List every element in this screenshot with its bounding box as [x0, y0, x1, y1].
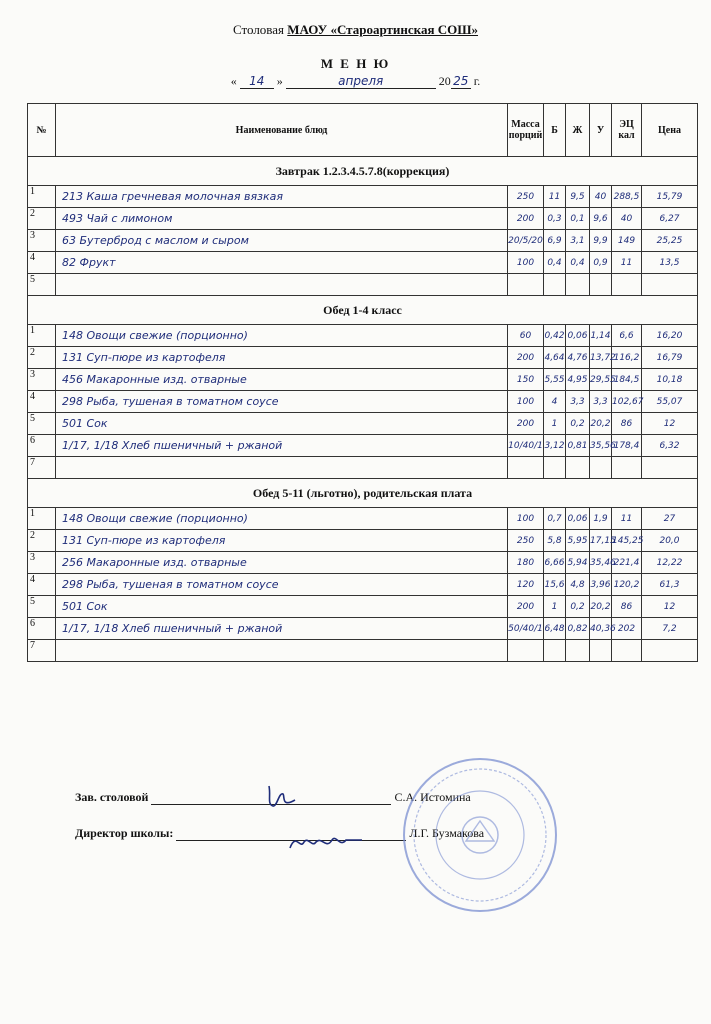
col-price: Цена [642, 104, 698, 157]
cell-u: 1,14 [590, 325, 612, 347]
cell-b: 0,3 [544, 208, 566, 230]
cell-mass: 10/40/1 [508, 435, 544, 457]
table-row [28, 413, 698, 435]
cell-mass: 100 [508, 252, 544, 274]
cell-ec: 116,2 [612, 347, 642, 369]
table-row [28, 274, 698, 296]
dish-name: 298 Рыба, тушеная в томатном соусе [56, 391, 508, 413]
dish-name: 1/17, 1/18 Хлеб пшеничный + ржаной [56, 435, 508, 457]
cell-u [590, 640, 612, 662]
canteen-manager-name: С.А. Истомина [394, 790, 471, 804]
cell-mass: 200 [508, 596, 544, 618]
canteen-header [0, 22, 711, 38]
cell-b: 15,6 [544, 574, 566, 596]
table-row [28, 435, 698, 457]
cell-ec: 178,4 [612, 435, 642, 457]
cell-u: 9,9 [590, 230, 612, 252]
cell-price: 12 [642, 413, 698, 435]
row-number: 3 [28, 369, 56, 391]
canteen-label: Зав. столовой [75, 790, 149, 804]
dish-name: 63 Бутерброд с маслом и сыром [56, 230, 508, 252]
cell-b: 0,4 [544, 252, 566, 274]
cell-price: 7,2 [642, 618, 698, 640]
cell-ec [612, 457, 642, 479]
table-row [28, 508, 698, 530]
table-row [28, 530, 698, 552]
dish-name: 456 Макаронные изд. отварные [56, 369, 508, 391]
table-row [28, 457, 698, 479]
cell-price: 15,79 [642, 186, 698, 208]
cell-zh: 3,3 [566, 391, 590, 413]
cell-zh: 0,06 [566, 325, 590, 347]
cell-u: 40 [590, 186, 612, 208]
cell-ec: 145,25 [612, 530, 642, 552]
cell-ec: 86 [612, 596, 642, 618]
table-row [28, 574, 698, 596]
dish-name [56, 274, 508, 296]
cell-b: 5,55 [544, 369, 566, 391]
cell-b: 4,64 [544, 347, 566, 369]
date-day: 14 [240, 74, 274, 89]
cell-mass: 250 [508, 186, 544, 208]
row-number: 7 [28, 640, 56, 662]
row-number: 1 [28, 186, 56, 208]
dish-name: 501 Сок [56, 596, 508, 618]
cell-zh [566, 457, 590, 479]
cell-zh: 4,76 [566, 347, 590, 369]
canteen-signature-scribble [261, 782, 301, 812]
cell-u: 13,72 [590, 347, 612, 369]
row-number: 2 [28, 208, 56, 230]
cell-price [642, 274, 698, 296]
cell-price [642, 457, 698, 479]
cell-ec [612, 640, 642, 662]
row-number: 4 [28, 574, 56, 596]
cell-price: 27 [642, 508, 698, 530]
dish-name: 1/17, 1/18 Хлеб пшеничный + ржаной [56, 618, 508, 640]
cell-mass: 200 [508, 347, 544, 369]
col-u: У [590, 104, 612, 157]
cell-zh: 9,5 [566, 186, 590, 208]
row-number: 6 [28, 618, 56, 640]
cell-b: 5,8 [544, 530, 566, 552]
row-number: 6 [28, 435, 56, 457]
cell-b [544, 640, 566, 662]
cell-price: 12 [642, 596, 698, 618]
cell-b: 6,9 [544, 230, 566, 252]
section-header-row [28, 157, 698, 186]
date-year: 25 [451, 74, 471, 89]
director-name: Л.Г. Бузмакова [409, 826, 485, 840]
cell-price: 16,79 [642, 347, 698, 369]
col-b: Б [544, 104, 566, 157]
menu-date [0, 74, 711, 89]
cell-price: 12,22 [642, 552, 698, 574]
cell-zh: 0,06 [566, 508, 590, 530]
cell-zh: 5,94 [566, 552, 590, 574]
dish-name: 213 Каша гречневая молочная вязкая [56, 186, 508, 208]
cell-ec: 11 [612, 252, 642, 274]
dish-name: 256 Макаронные изд. отварные [56, 552, 508, 574]
col-name: Наименование блюд [56, 104, 508, 157]
table-row [28, 208, 698, 230]
table-row [28, 186, 698, 208]
dish-name: 493 Чай с лимоном [56, 208, 508, 230]
cell-zh: 0,81 [566, 435, 590, 457]
cell-price: 61,3 [642, 574, 698, 596]
cell-zh: 0,82 [566, 618, 590, 640]
cell-zh: 0,2 [566, 413, 590, 435]
table-row [28, 391, 698, 413]
cell-price: 16,20 [642, 325, 698, 347]
table-row [28, 552, 698, 574]
row-number: 5 [28, 413, 56, 435]
col-mass: Масса порций [508, 104, 544, 157]
cell-ec: 288,5 [612, 186, 642, 208]
dish-name: 131 Суп-пюре из картофеля [56, 347, 508, 369]
cell-price: 55,07 [642, 391, 698, 413]
dish-name: 82 Фрукт [56, 252, 508, 274]
date-quote-open: « [230, 74, 237, 88]
cell-zh [566, 640, 590, 662]
cell-ec: 102,67 [612, 391, 642, 413]
section-title: Обед 5-11 (льготно), родительская плата [28, 479, 698, 508]
table-row [28, 596, 698, 618]
director-signature-line [176, 840, 406, 841]
table-row [28, 640, 698, 662]
table-row [28, 369, 698, 391]
cell-u: 3,3 [590, 391, 612, 413]
cell-u: 20,2 [590, 596, 612, 618]
cell-price: 25,25 [642, 230, 698, 252]
director-signature-scribble [286, 828, 366, 858]
cell-ec: 40 [612, 208, 642, 230]
row-number: 4 [28, 252, 56, 274]
cell-mass [508, 457, 544, 479]
menu-title: М Е Н Ю [320, 56, 391, 71]
col-ec: ЭЦ кал [612, 104, 642, 157]
date-quote-close: » [276, 74, 283, 88]
cell-u: 17,15 [590, 530, 612, 552]
dish-name: 148 Овощи свежие (порционно) [56, 508, 508, 530]
cell-u: 3,96 [590, 574, 612, 596]
cell-price: 20,0 [642, 530, 698, 552]
date-month: апреля [286, 74, 436, 89]
cell-price [642, 640, 698, 662]
cell-mass: 200 [508, 413, 544, 435]
cell-mass [508, 274, 544, 296]
dish-name [56, 640, 508, 662]
cell-ec: 86 [612, 413, 642, 435]
cell-b: 3,12 [544, 435, 566, 457]
cell-b: 6,48 [544, 618, 566, 640]
table-header-row [28, 104, 698, 157]
cell-u: 20,2 [590, 413, 612, 435]
row-number: 7 [28, 457, 56, 479]
cell-mass: 120 [508, 574, 544, 596]
cell-mass: 100 [508, 391, 544, 413]
school-stamp [400, 755, 560, 915]
cell-u: 35,56 [590, 435, 612, 457]
cell-ec: 11 [612, 508, 642, 530]
cell-u: 9,6 [590, 208, 612, 230]
menu-table [27, 103, 698, 662]
row-number: 3 [28, 552, 56, 574]
cell-ec: 202 [612, 618, 642, 640]
row-number: 1 [28, 325, 56, 347]
table-row [28, 618, 698, 640]
row-number: 5 [28, 596, 56, 618]
cell-price: 13,5 [642, 252, 698, 274]
cell-mass: 50/40/1 [508, 618, 544, 640]
cell-zh [566, 274, 590, 296]
cell-ec: 6,6 [612, 325, 642, 347]
cell-b: 6,66 [544, 552, 566, 574]
cell-b: 1 [544, 596, 566, 618]
cell-b: 0,7 [544, 508, 566, 530]
cell-u: 35,46 [590, 552, 612, 574]
dish-name: 298 Рыба, тушеная в томатном соусе [56, 574, 508, 596]
cell-zh: 0,2 [566, 596, 590, 618]
cell-price: 10,18 [642, 369, 698, 391]
director-label: Директор школы: [75, 826, 174, 840]
col-num: № [28, 104, 56, 157]
cell-b [544, 274, 566, 296]
cell-mass: 100 [508, 508, 544, 530]
cell-zh: 5,95 [566, 530, 590, 552]
cell-price: 6,32 [642, 435, 698, 457]
row-number: 4 [28, 391, 56, 413]
cell-u [590, 274, 612, 296]
section-header-row [28, 296, 698, 325]
cell-mass: 180 [508, 552, 544, 574]
cell-zh: 4,95 [566, 369, 590, 391]
cell-b: 11 [544, 186, 566, 208]
canteen-signature-line [151, 804, 391, 805]
dish-name: 148 Овощи свежие (порционно) [56, 325, 508, 347]
cell-ec: 221,4 [612, 552, 642, 574]
section-title: Завтрак 1.2.3.4.5.7.8(коррекция) [28, 157, 698, 186]
cell-mass: 250 [508, 530, 544, 552]
date-year-prefix: 20 [438, 74, 451, 88]
cell-mass: 20/5/20 [508, 230, 544, 252]
dish-name [56, 457, 508, 479]
cell-zh: 0,1 [566, 208, 590, 230]
table-row [28, 230, 698, 252]
school-name: МАОУ «Староартинская СОШ» [287, 22, 479, 37]
cell-mass [508, 640, 544, 662]
cell-u: 1,9 [590, 508, 612, 530]
cell-ec [612, 274, 642, 296]
section-title: Обед 1-4 класс [28, 296, 698, 325]
cell-ec: 184,5 [612, 369, 642, 391]
cell-price: 6,27 [642, 208, 698, 230]
col-zh: Ж [566, 104, 590, 157]
row-number: 5 [28, 274, 56, 296]
table-row [28, 347, 698, 369]
row-number: 3 [28, 230, 56, 252]
cell-ec: 149 [612, 230, 642, 252]
cell-u: 29,55 [590, 369, 612, 391]
cell-b: 4 [544, 391, 566, 413]
row-number: 2 [28, 347, 56, 369]
cell-ec: 120,2 [612, 574, 642, 596]
row-number: 1 [28, 508, 56, 530]
table-row [28, 325, 698, 347]
dish-name: 131 Суп-пюре из картофеля [56, 530, 508, 552]
cell-b [544, 457, 566, 479]
cell-b: 1 [544, 413, 566, 435]
cell-zh: 0,4 [566, 252, 590, 274]
cell-mass: 60 [508, 325, 544, 347]
dish-name: 501 Сок [56, 413, 508, 435]
cell-u: 40,36 [590, 618, 612, 640]
cell-mass: 150 [508, 369, 544, 391]
table-row [28, 252, 698, 274]
cell-b: 0,42 [544, 325, 566, 347]
row-number: 2 [28, 530, 56, 552]
cell-zh: 4,8 [566, 574, 590, 596]
date-suffix: г. [473, 74, 481, 88]
cell-zh: 3,1 [566, 230, 590, 252]
section-header-row [28, 479, 698, 508]
cell-u [590, 457, 612, 479]
cell-mass: 200 [508, 208, 544, 230]
header-prefix: Столовая [232, 22, 285, 37]
cell-u: 0,9 [590, 252, 612, 274]
